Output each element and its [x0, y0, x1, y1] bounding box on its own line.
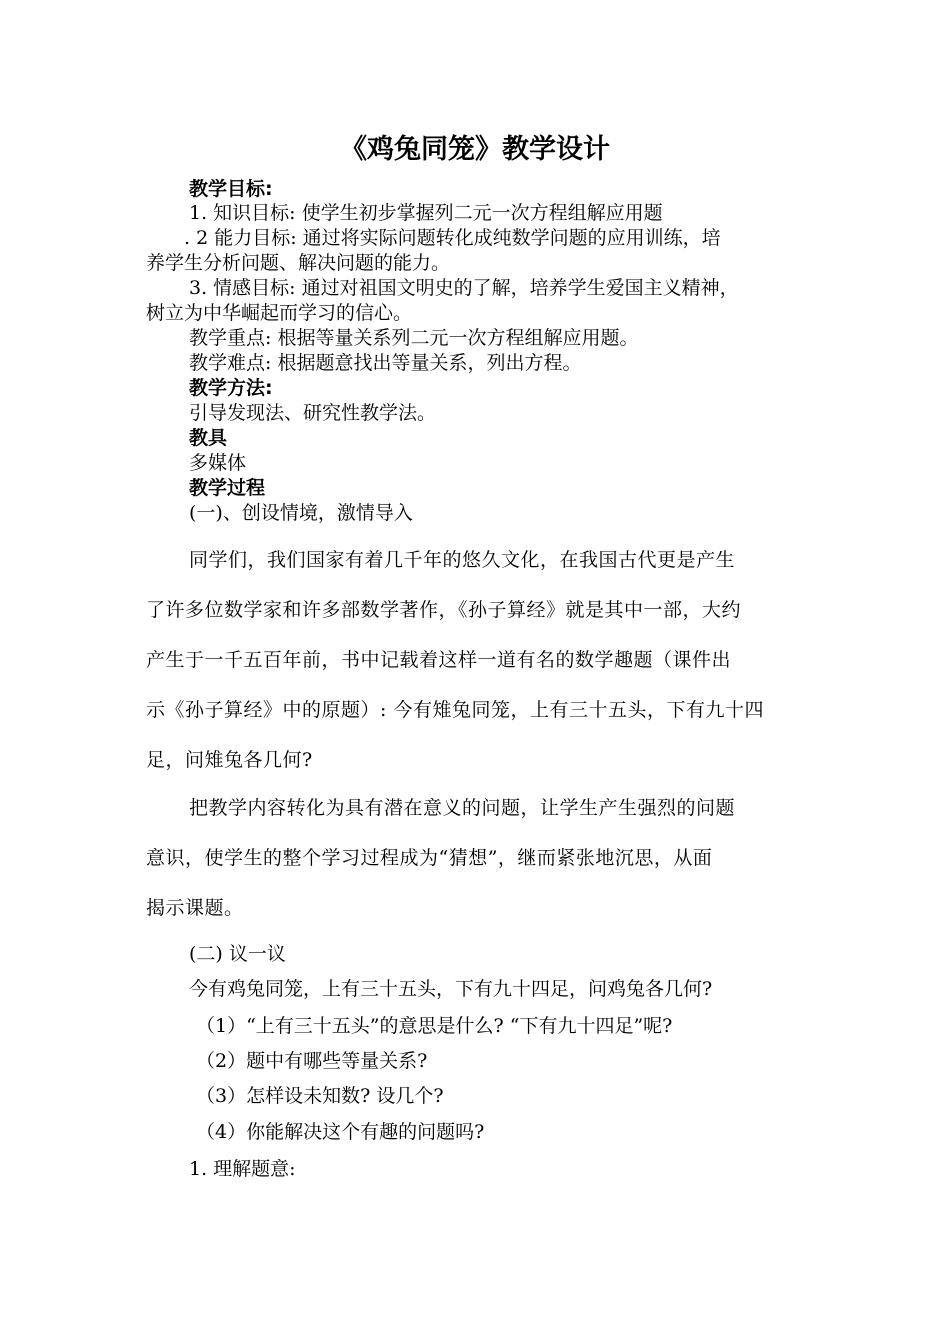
step-1-heading: 1. 理解题意:: [189, 1158, 296, 1180]
intro-paragraph-line: 示《孙子算经》中的原题）: 今有雉兔同笼，上有三十五头，下有九十四: [146, 699, 764, 721]
knowledge-objective: 1. 知识目标: 使学生初步掌握列二元一次方程组解应用题: [189, 202, 663, 224]
objectives-heading: 教学目标:: [189, 178, 273, 200]
intro-paragraph-line: 产生于一千五百年前，书中记载着这样一道有名的数学趣题（课件出: [146, 649, 732, 671]
process-heading: 教学过程: [189, 477, 266, 499]
intro-paragraph-line: 了许多位数学家和许多部数学著作，《孙子算经》就是其中一部，大约: [146, 599, 742, 621]
question-item: （2）题中有哪些等量关系?: [196, 1050, 428, 1072]
question-item: （1）“上有三十五头”的意思是什么? “下有九十四足”呢?: [196, 1015, 673, 1037]
emotion-objective-line2: 树立为中华崛起而学习的信心。: [146, 302, 413, 324]
ability-objective-line1: . 2 能力目标: 通过将实际问题转化成纯数学问题的应用训练，培: [184, 227, 721, 249]
difficulty-point: 教学难点: 根据题意找出等量关系，列出方程。: [189, 352, 582, 374]
design-paragraph-line: 意识，使学生的整个学习过程成为“猜想”，继而紧张地沉思，从面: [146, 847, 713, 869]
tools-text: 多媒体: [189, 452, 247, 474]
emotion-objective-line1: 3. 情感目标: 通过对祖国文明史的了解，培养学生爱国主义精神，: [189, 277, 739, 299]
intro-paragraph-line: 同学们，我们国家有着几千年的悠久文化，在我国古代更是产生: [189, 549, 736, 571]
question-item: （3）怎样设未知数? 设几个?: [196, 1085, 444, 1107]
question-item: （4）你能解决这个有趣的问题吗?: [196, 1121, 485, 1143]
section-1-heading: (一)、创设情境，激情导入: [189, 502, 413, 524]
design-paragraph-line: 把教学内容转化为具有潜在意义的问题，让学生产生强烈的问题: [189, 797, 736, 819]
method-text: 引导发现法、研究性教学法。: [189, 402, 437, 424]
problem-statement: 今有鸡兔同笼，上有三十五头，下有九十四足，问鸡兔各几何?: [189, 978, 713, 1000]
key-point: 教学重点: 根据等量关系列二元一次方程组解应用题。: [189, 327, 639, 349]
method-heading: 教学方法:: [189, 377, 273, 399]
section-2-heading: (二) 议一议: [189, 943, 286, 965]
design-paragraph-line: 揭示课题。: [146, 897, 244, 919]
tools-heading: 教具: [189, 427, 228, 449]
page-title: 《鸡兔同笼》教学设计: [340, 134, 610, 165]
intro-paragraph-line: 足，问雉兔各几何?: [146, 749, 313, 771]
ability-objective-line2: 养学生分析问题、解决问题的能力。: [146, 252, 451, 274]
